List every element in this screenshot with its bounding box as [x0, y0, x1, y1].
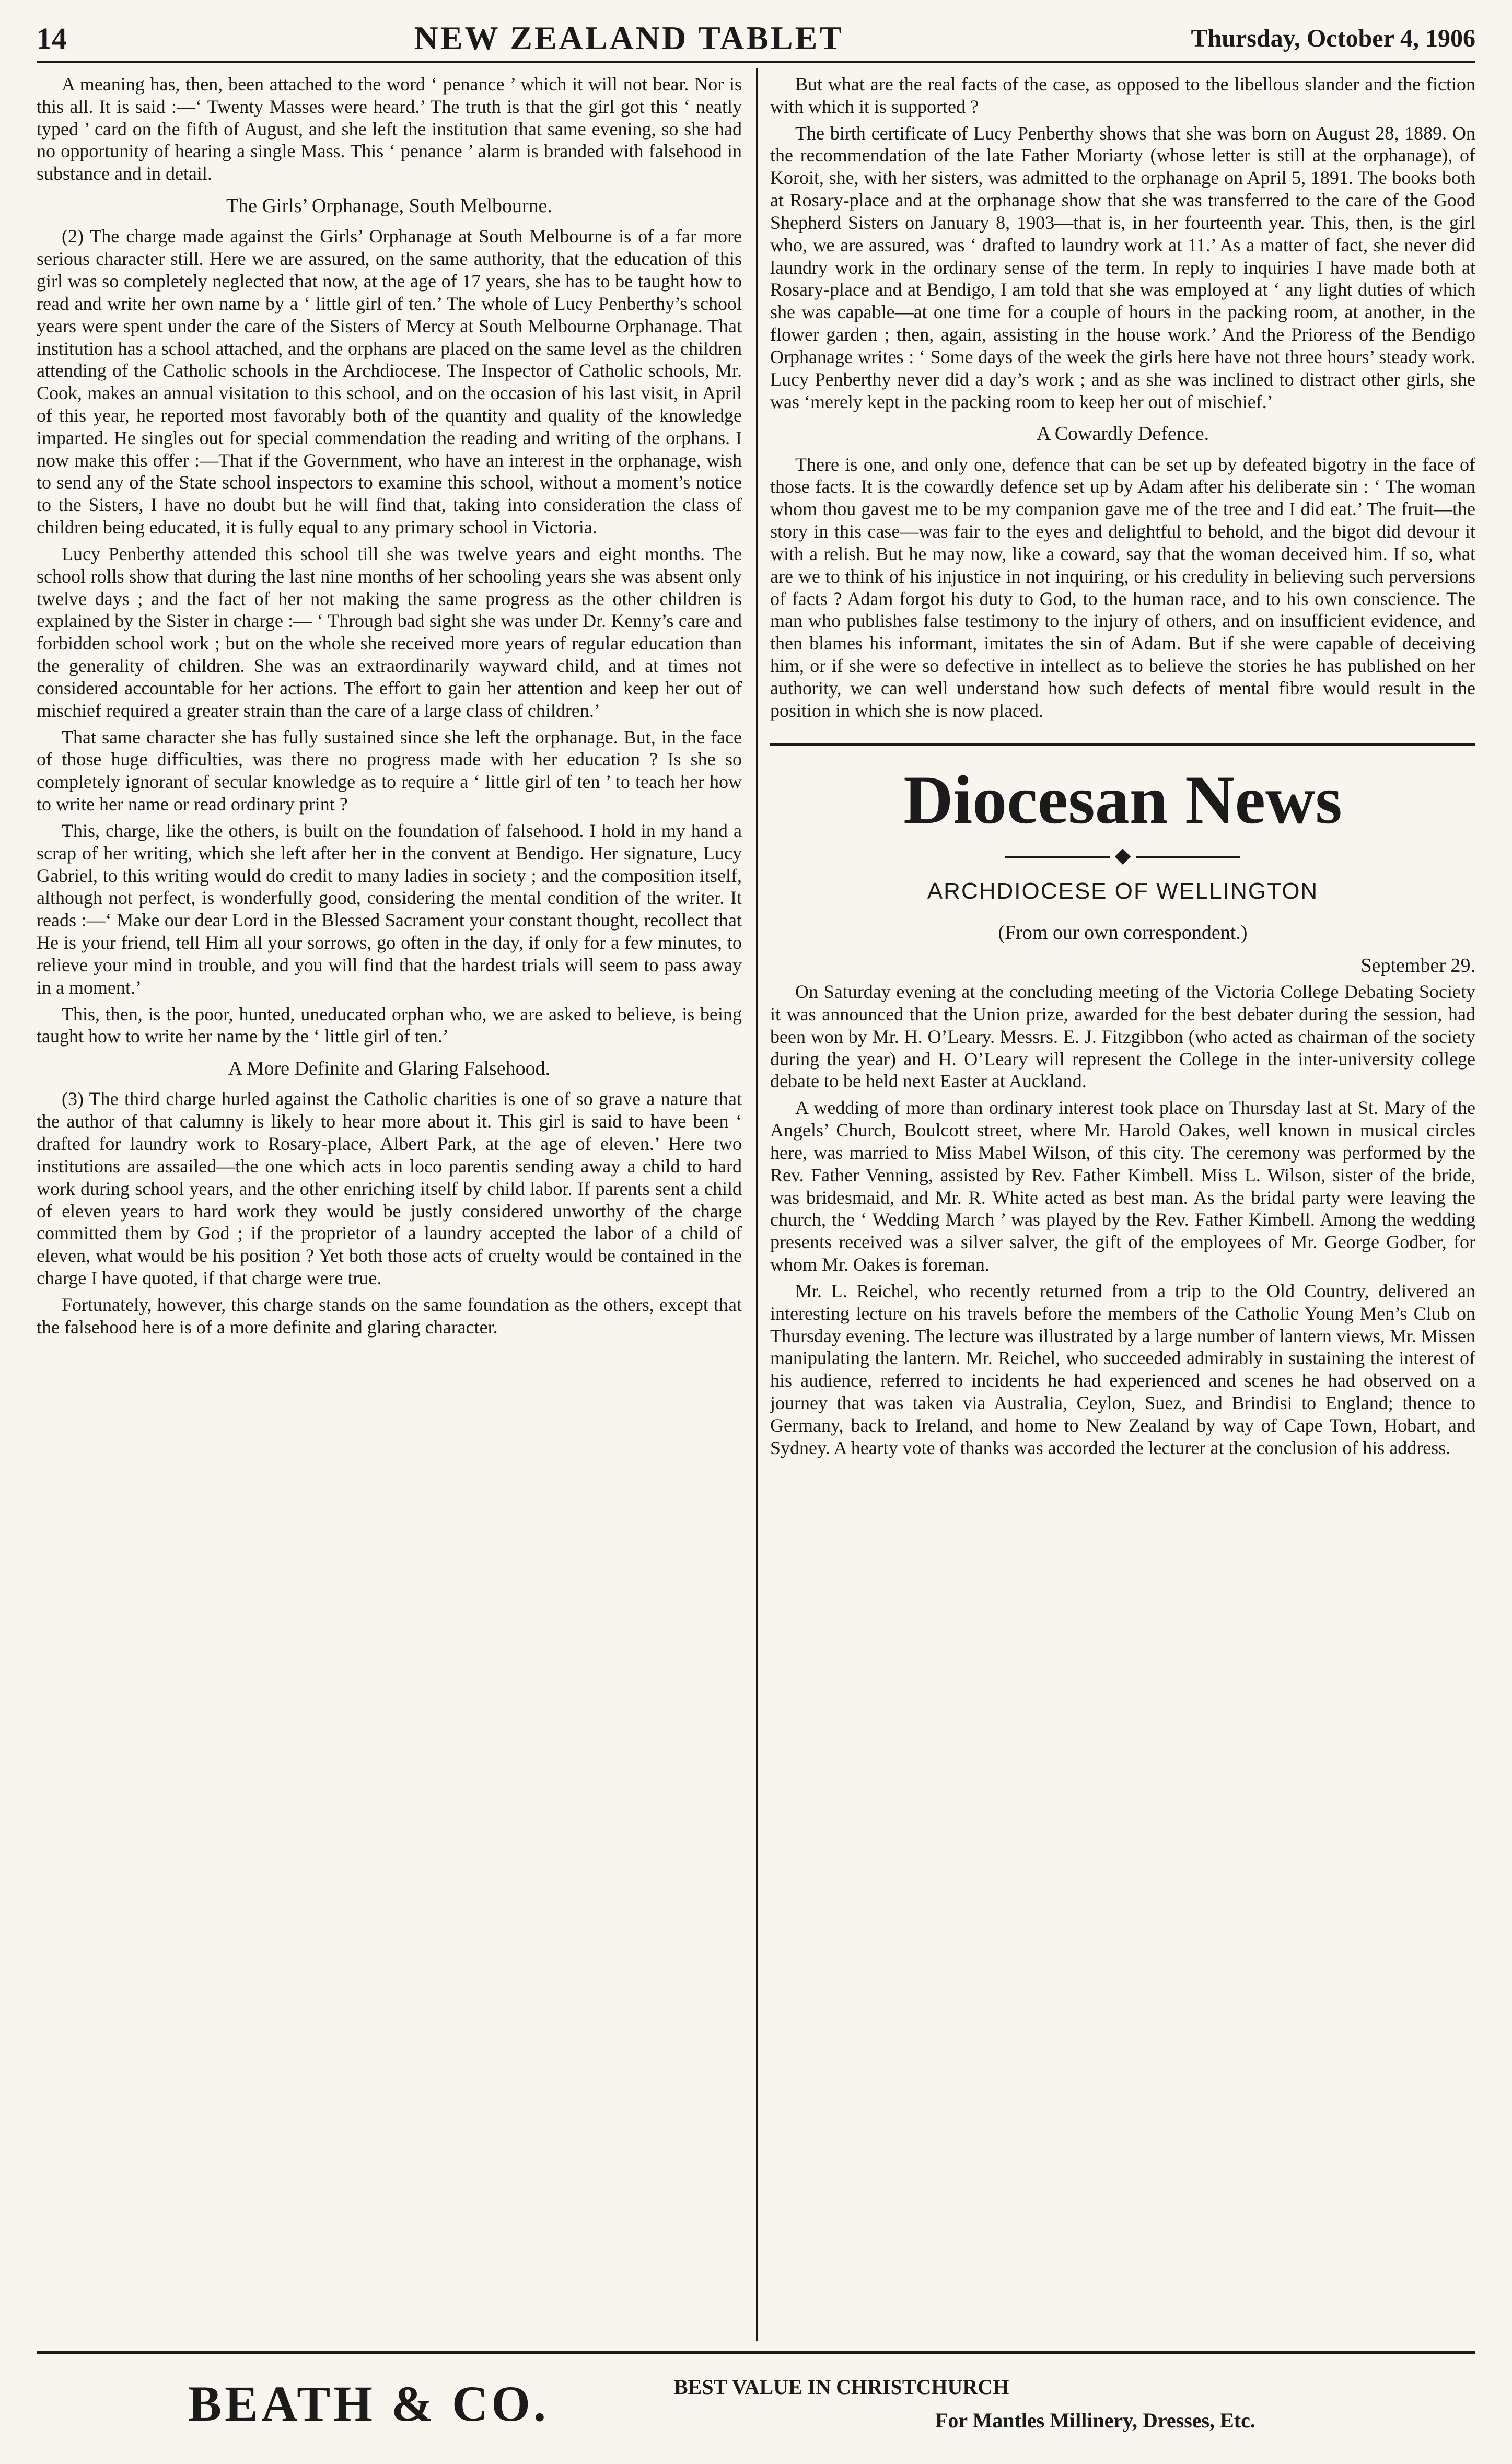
- footer-advertisement: [37, 2351, 1475, 2437]
- article-paragraph: A meaning has, then, been attached to the word ‘ penance ’ which it will not bear. Nor is this all. It is said :—‘ Twenty Masses were heard.’ The truth is that the girl got this ‘ neatly typed ’ card on the fifth of August, and she left the institution that same evening, so she had no opportunity of hearing a single Mass. This ‘ penance ’ alarm is branded with falsehood in substance and in detail.: [37, 74, 742, 184]
- news-paragraph: Mr. L. Reichel, who recently returned from a trip to the Old Country, delivered an interesting lecture on his travels before the members of the Catholic Young Men’s Club on Thursday evening. The lecture was illustrated by a large number of lantern views, Mr. Missen manipulating the lantern. Mr. Reichel, who succeeded admirably in sustaining the interest of his audience, referred to incidents he had experienced and scenes he had observed on a journey that was taken via Australia, Ceylon, Suez, and Brindisi to England; thence to Germany, back to Ireland, and home to New Zealand by way of Cape Town, Hobart, and Sydney. A hearty vote of thanks was accorded the lecturer at the conclusion of his address.: [770, 1280, 1475, 1458]
- advertisement-tagline: BEST VALUE IN CHRISTCHURCH: [674, 2375, 1009, 2399]
- newspaper-page: [37, 16, 1475, 2450]
- correspondent-note: (From our own correspondent.): [998, 921, 1248, 944]
- archdiocese-heading: ARCHDIOCESE OF WELLINGTON: [927, 878, 1319, 904]
- article-paragraph: The birth certificate of Lucy Penberthy shows that she was born on August 28, 1889. On the recommendation of the late Father Moriarty (whose letter is still at the orphanage), of Koroit, she, with her sisters, was admitted to the orphanage on April 5, 1891. The books both at Rosary-place and at the orphanage show that she was transferred to the care of the Good Shepherd Sisters on January 8, 1903—that is, in her fourteenth year. This, then, is the girl who, we are assured, was ‘ drafted to laundry work at 11.’ As a matter of fact, she never did laundry work in the ordinary sense of the term. In reply to inquiries I have made both at Rosary-place and at Bendigo, I am told that she was employed at ‘ any light duties of which she was capable—at one time for a couple of hours in the packing room, at another, in the flower garden ; then, again, assisting in the house work.’ And the Prioress of the Bendigo Orphanage writes : ‘ Some days of the week the girls here have not three hours’ steady work. Lucy Penberthy never did a day’s work ; and as she was inclined to distract other girls, she was ‘merely kept in the packing room to keep her out of mischief.’: [770, 122, 1475, 412]
- article-paragraph: This, charge, like the others, is built on the foundation of falsehood. I hold in my hand a scrap of her writing, which she left after her in the convent at Bendigo. Her signature, Lucy Gabriel, to this writing would do credit to many ladies in society ; and the composition itself, although not perfect, is wonderfully good, considering the mental condition of the writer. It reads :—‘ Make our dear Lord in the Blessed Sacrament your constant thought, recollect that He is your friend, tell Him all your sorrows, go often in the day, if only for a few minutes, to relieve your mind in trouble, and you will find that the hardest trials will seem to pass away in a moment.’: [37, 820, 742, 998]
- news-paragraph: On Saturday evening at the concluding meeting of the Victoria College Debating Society it was announced that the Union prize, awarded for the best debater during the session, had been won by Mr. H. O’Leary. Messrs. E. J. Fitzgibbon (who acted as chairman of the society during the year) and H. O’Leary will represent the College in the inter-university college debate to be held next Easter at Auckland.: [770, 981, 1475, 1092]
- masthead: [37, 16, 1475, 63]
- section-heading: A More Definite and Glaring Falsehood.: [228, 1057, 551, 1080]
- diocesan-news-title: Diocesan News: [770, 743, 1475, 838]
- article-paragraph: (3) The third charge hurled against the Catholic charities is one of so grave a nature that the author of that calumny is likely to hear more about it. This girl is said to have been ‘ drafted for laundry work to Rosary-place, Albert Park, at the age of eleven.’ Here two institutions are assailed—the one which acts in loco parentis sending away a child to hard work during school years, and the other enriching itself by child labor. If parents sent a child of eleven years to hard work they would be justly considered unworthy of the charge committed them by God ; if the proprietor of a laundry accepted the labor of a child of eleven, what would be his position ? Yet both those acts of cruelty would be contained in the charge I have quoted, if that charge were true.: [37, 1088, 742, 1289]
- article-paragraph: (2) The charge made against the Girls’ Orphanage at South Melbourne is of a far more serious character still. Here we are assured, on the same authority, that the education of this girl was so completely neglected that now, at the age of 17 years, she has to be taught how to read and write her own name by a ‘ little girl of ten.’ The whole of Lucy Penberthy’s school years were spent under the care of the Sisters of Mercy at South Melbourne Orphanage. That institution has a school attached, and the orphans are placed on the same level as the children attending of the Catholic schools in the Archdiocese. The Inspector of Catholic schools, Mr. Cook, makes an annual visitation to this school, and on the occasion of his last visit, in April of this year, he reported most favorably both of the quantity and quality of the knowledge imparted. He singles out for special commendation the reading and writing of the orphans. I now make this offer :—That if the Government, who have an interest in the orphanage, wish to send any of the State school inspectors to examine this school, without a moment’s notice to the Sisters, I have no doubt but he will find that, taking into consideration the class of children being educated, it is fully equal to any primary school in Victoria.: [37, 226, 742, 538]
- section-heading: A Cowardly Defence.: [1036, 423, 1209, 445]
- advertisement-products: For Mantles Millinery, Dresses, Etc.: [935, 2409, 1255, 2432]
- column-divider: [756, 68, 758, 2341]
- ornament-line: [1136, 856, 1240, 858]
- article-paragraph: But what are the real facts of the case, as opposed to the libellous slander and the fiction with which it is supported ?: [770, 74, 1475, 117]
- section-heading: The Girls’ Orphanage, South Melbourne.: [226, 195, 553, 217]
- ornament-divider: [770, 843, 1475, 868]
- article-paragraph: Lucy Penberthy attended this school till she was twelve years and eight months. The school rolls show that during the last nine months of her schooling years she was absent only twelve days ; and the fact of her not making the same progress as the other children is explained by the Sister in charge :— ‘ Through bad sight she was under Dr. Kenny’s care and forbidden school work ; but on the whole she received more years of regular education than the generality of children. She was an extraordinarily wayward child, and at times not considered accountable for her actions. The effort to gain her attention and keep her out of mischief required a greater strain than the care of a large class of children.’: [37, 543, 742, 721]
- article-paragraph: That same character she has fully sustained since she left the orphanage. But, in the face of those huge difficulties, was there no progress made with her education ? Is she so completely ignorant of secular knowledge as to require a ‘ little girl of ten ’ to teach her how to write her name or read ordinary print ?: [37, 726, 742, 815]
- article-paragraph: There is one, and only one, defence that can be set up by defeated bigotry in the face of those facts. It is the cowardly defence set up by Adam after his deliberate sin : ‘ The woman whom thou gavest me to be my companion gave me of the tree and I did eat.’ The fruit—the story in this case—was fair to the eyes and delightful to behold, and the bigot did devour it with a relish. But he may now, like a coward, say that the woman deceived him. If so, what are we to think of his injustice in not inquiring, or his credulity in believing such perversions of facts ? Adam forgot his duty to God, to the human race, and to his own conscience. The man who publishes false testimony to the injury of others, and on insufficient evidence, and then blames his informant, imitates the sin of Adam. But if she were capable of deceiving him, or if she were so defective in intellect as to believe the stories he has published on her authority, we can well understand how such defects of mental fibre would result in the position in which she is now placed.: [770, 454, 1475, 721]
- advertiser-name: BEATH & CO.: [188, 2376, 549, 2432]
- diamond-icon: ◆: [1114, 843, 1131, 867]
- left-column: [37, 73, 742, 2335]
- ornament-line: [1005, 856, 1110, 858]
- right-column: [770, 73, 1475, 2335]
- page-number: 14: [37, 21, 67, 55]
- news-paragraph: A wedding of more than ordinary interest took place on Thursday last at St. Mary of the Angels’ Church, Boulcott street, where Mr. Harold Oakes, well known in musical circles here, was married to Miss Mabel Wilson, of this city. The ceremony was performed by the Rev. Father Venning, assisted by Rev. Father Kimbell. Miss L. Wilson, sister of the bride, was bridesmaid, and Mr. R. White acted as best man. As the bridal party were leaving the church, the ‘ Wedding March ’ was played by the Rev. Father Kimbell. Among the wedding presents received was a silver salver, the gift of the employees of Mr. George Godber, for whom Mr. Oakes is foreman.: [770, 1097, 1475, 1275]
- article-paragraph: Fortunately, however, this charge stands on the same foundation as the others, except that the falsehood here is of a more definite and glaring character.: [37, 1294, 742, 1338]
- newspaper-title: NEW ZEALAND TABLET: [414, 19, 844, 56]
- dateline: September 29.: [1360, 954, 1475, 977]
- issue-date: Thursday, October 4, 1906: [1191, 24, 1475, 52]
- article-paragraph: This, then, is the poor, hunted, uneducated orphan who, we are asked to believe, is being taught how to write her name by the ‘ little girl of ten.’: [37, 1003, 742, 1047]
